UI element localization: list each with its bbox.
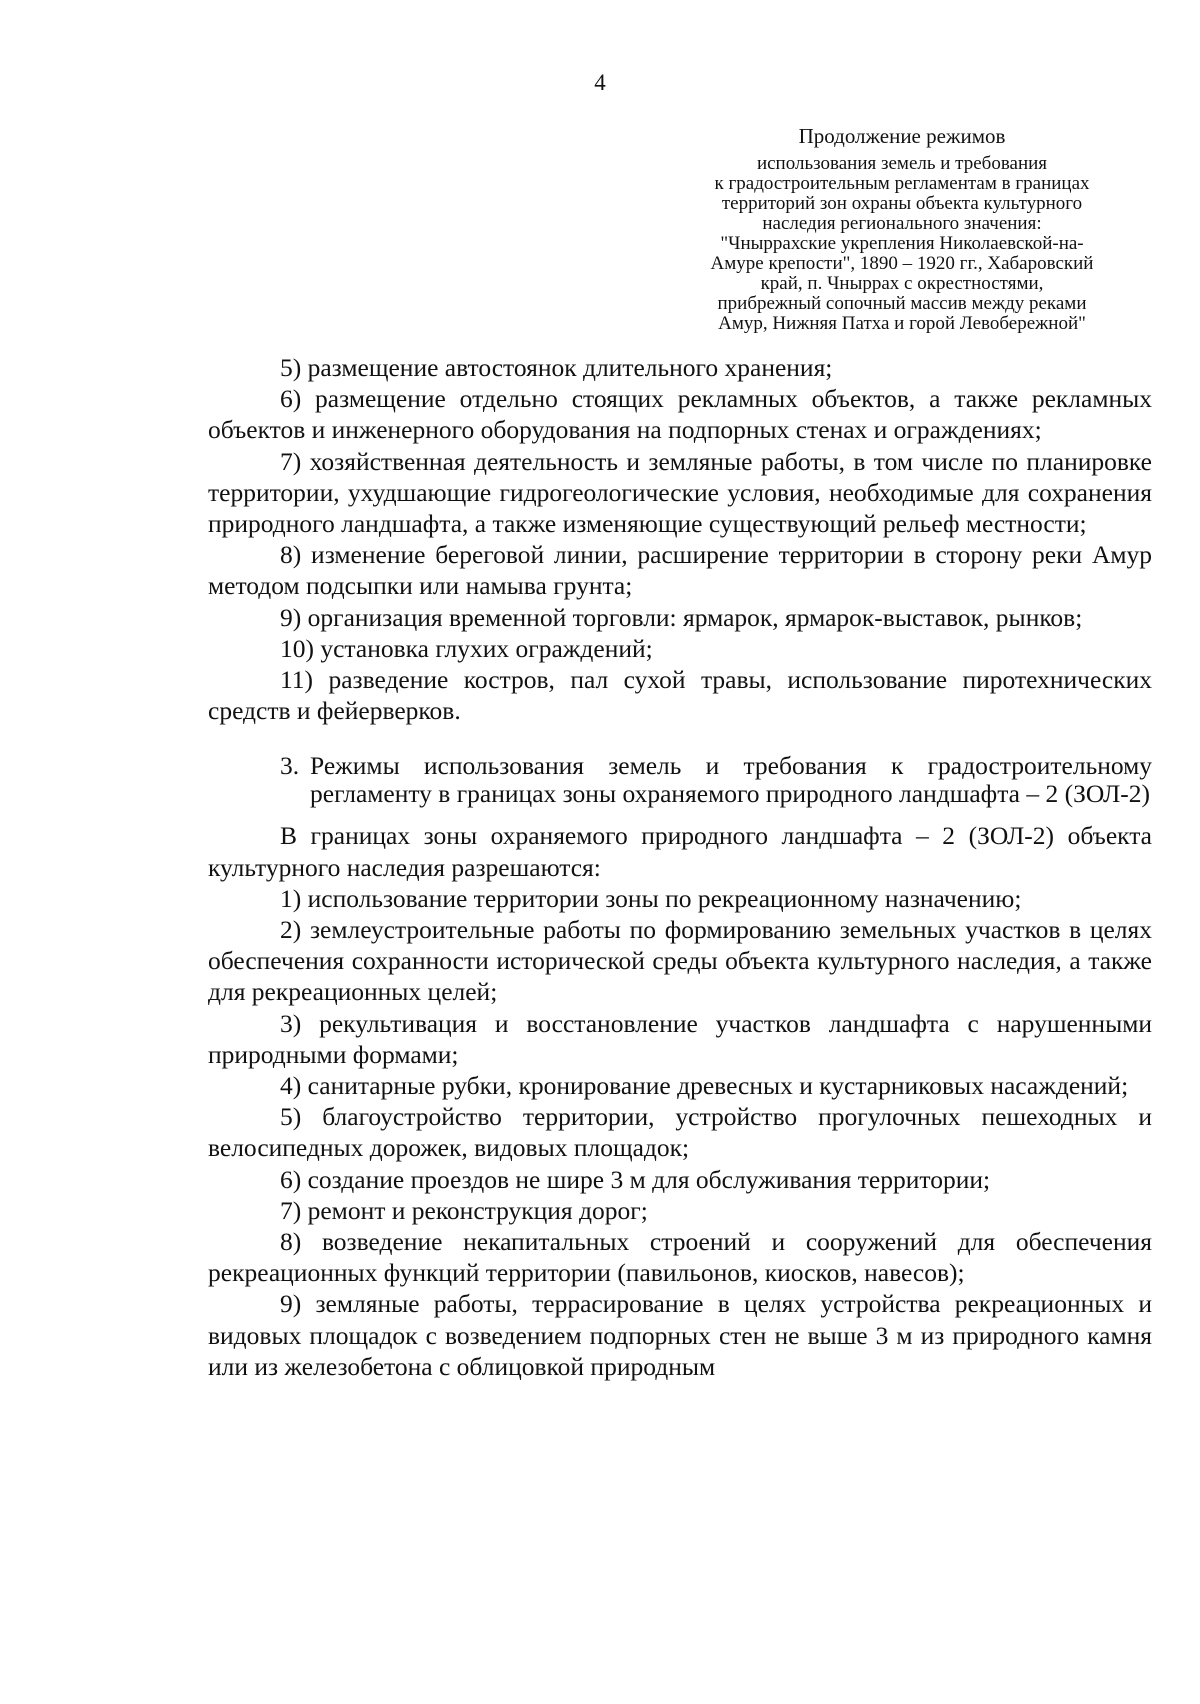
- allowed-item: 4) санитарные рубки, кронирование древесных и кустарниковых насаждений;: [280, 1071, 1129, 1101]
- page-number: 4: [594, 70, 606, 95]
- header-line: к градостроительным регламентам в границах: [714, 173, 1090, 194]
- prohibited-item: 8) изменение береговой линии, расширение территории в сторону реки Амур методом подсыпки или намыва грунта;: [208, 540, 1152, 601]
- section-intro: В границах зоны охраняемого природного ландшафта – 2 (ЗОЛ-2) объекта культурного наследия разрешаются:: [208, 821, 1152, 882]
- prohibited-item: 7) хозяйственная деятельность и земляные работы, в том числе по планировке территории, ухудшающие гидрогеологические условия, необходимые для сохранения природного ландшафта, а также изменяющие существующий рельеф местности;: [208, 446, 1152, 539]
- allowed-item: 9) земляные работы, террасирование в целях устройства рекреационных и видовых площадок с возведением подпорных стен не выше 3 м из природного камня или из железобетона с облицовкой природным: [208, 1289, 1152, 1381]
- allowed-item: 2) землеустроительные работы по формированию земельных участков в целях обеспечения сохранности исторической среды объекта культурного наследия, а также для рекреационных целей;: [208, 915, 1152, 1007]
- prohibited-item: 5) размещение автостоянок длительного хранения;: [280, 353, 833, 382]
- allowed-item: 6) создание проездов не шире 3 м для обслуживания территории;: [280, 1164, 991, 1194]
- section-heading: [208, 752, 1152, 808]
- header-line: "Чныррахские укрепления Николаевской-на-: [720, 233, 1084, 254]
- header-title: Продолжение режимов: [798, 124, 1006, 148]
- document-body: [208, 352, 1152, 1382]
- allowed-item: 1) использование территории зоны по рекреационному назначению;: [280, 883, 1022, 913]
- header-line: край, п. Чныррах с окрестностями,: [760, 273, 1044, 294]
- prohibited-item: 6) размещение отдельно стоящих рекламных объектов, а также рекламных объектов и инженерного оборудования на подпорных стенах и ограждениях;: [208, 384, 1152, 445]
- allowed-item: 5) благоустройство территории, устройство прогулочных пешеходных и велосипедных дорожек, видовых площадок;: [208, 1102, 1152, 1163]
- prohibited-item: 9) организация временной торговли: ярмарок, ярмарок-выставок, рынков;: [280, 602, 1083, 632]
- header-line: территорий зон охраны объекта культурного: [721, 193, 1083, 214]
- header-line: использования земель и требования: [756, 153, 1048, 174]
- allowed-item: 3) рекультивация и восстановление участков ландшафта с нарушенными природными формами;: [208, 1008, 1152, 1069]
- section-heading-text: Режимы использования земель и требования к градостроительному регламенту в границах зоны охраняемого природного ландшафта – 2 (ЗОЛ-2): [310, 751, 1152, 809]
- header-line: Амур, Нижняя Патха и горой Левобережной": [718, 313, 1086, 334]
- allowed-item: 8) возведение некапитальных строений и сооружений для обеспечения рекреационных функций территории (павильонов, киосков, навесов);: [208, 1227, 1152, 1288]
- document-header: [652, 126, 1152, 334]
- section-number: 3.: [280, 751, 300, 781]
- header-line: прибрежный сопочный массив между реками: [717, 293, 1087, 314]
- prohibited-item: 10) установка глухих ограждений;: [280, 633, 653, 663]
- allowed-item: 7) ремонт и реконструкция дорог;: [280, 1195, 648, 1225]
- prohibited-item: 11) разведение костров, пал сухой травы, использование пиротехнических средств и фейерверков.: [208, 665, 1152, 726]
- header-line: наследия регионального значения:: [762, 213, 1042, 234]
- header-line: Амуре крепости", 1890 – 1920 гг., Хабаровский: [710, 253, 1094, 274]
